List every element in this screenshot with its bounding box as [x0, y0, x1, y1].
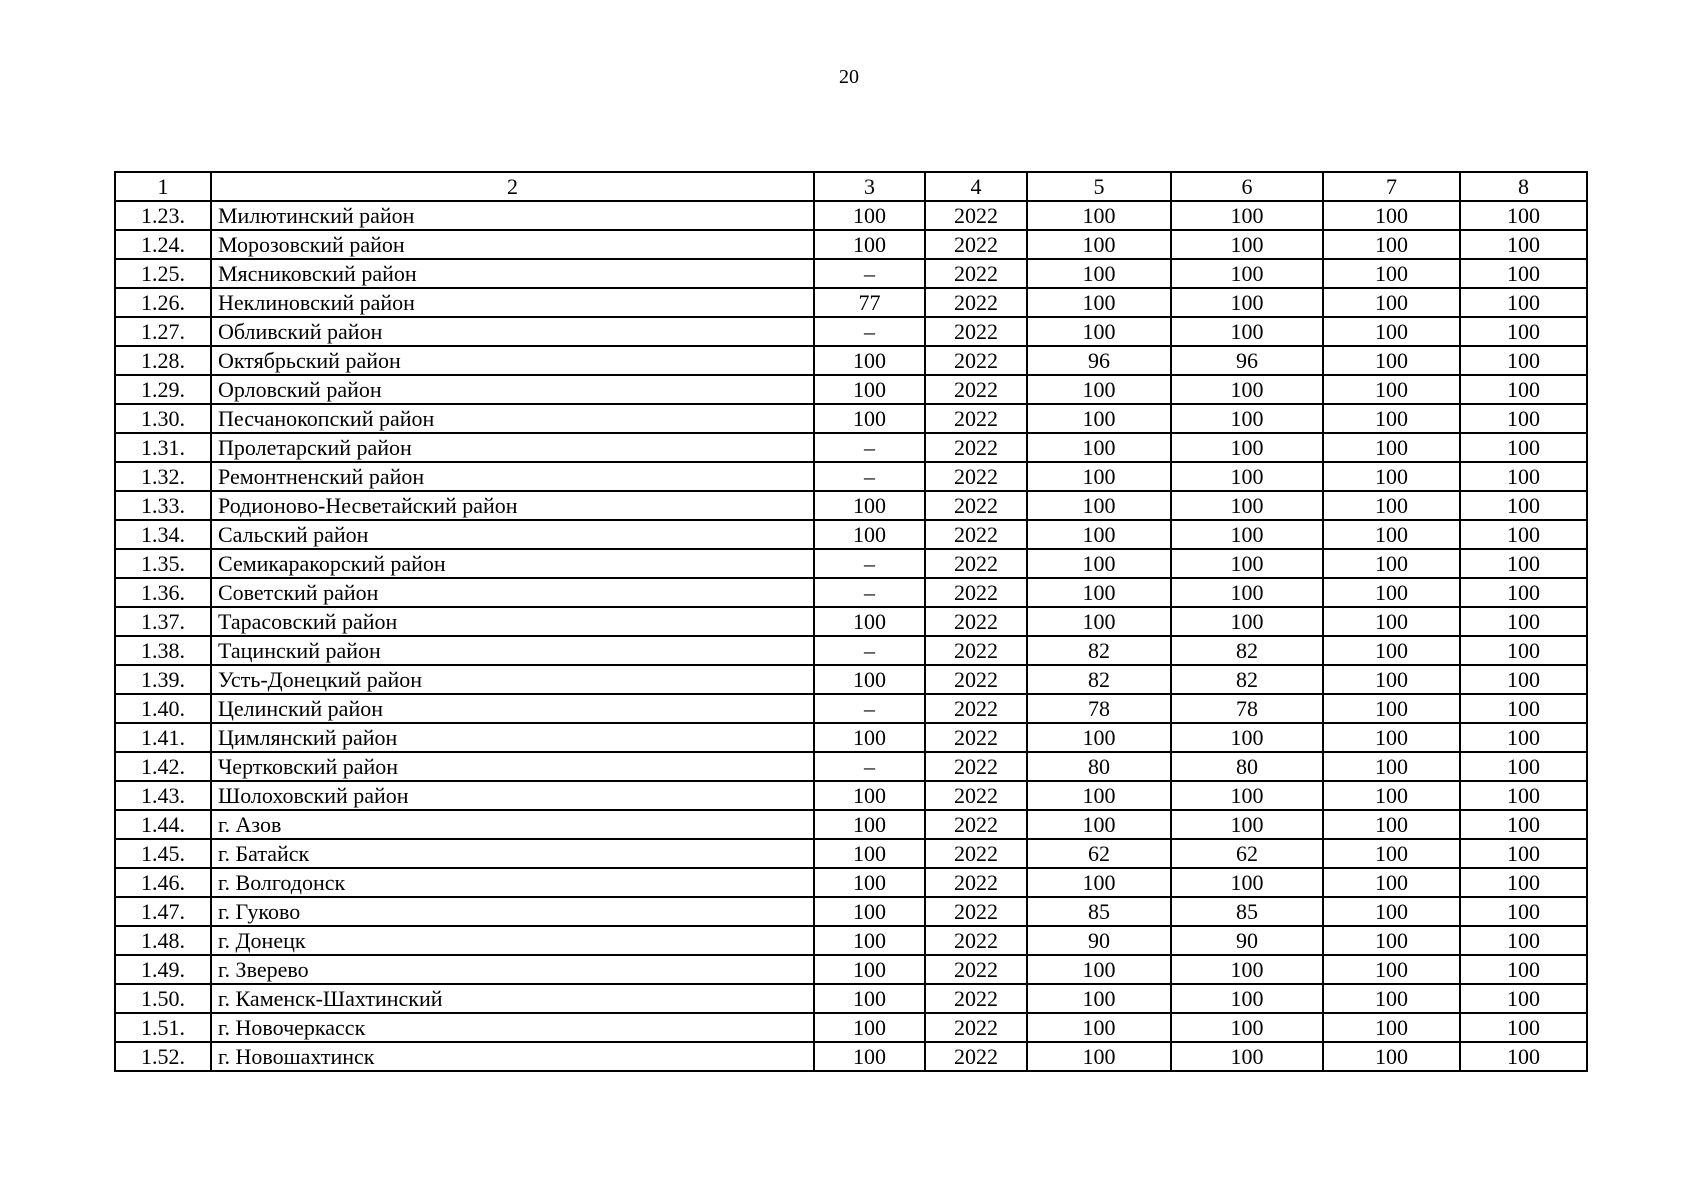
- column-header: 2: [211, 172, 814, 201]
- year-cell: 2022: [925, 694, 1027, 723]
- col3-cell: –: [814, 462, 925, 491]
- col6-cell: 100: [1171, 868, 1323, 897]
- col7-cell: 100: [1323, 1013, 1460, 1042]
- table-row: [115, 288, 1587, 317]
- col6-cell: 100: [1171, 984, 1323, 1013]
- col8-cell: 100: [1460, 433, 1587, 462]
- territory-name-cell: Обливский район: [211, 317, 814, 346]
- row-number-cell: 1.31.: [115, 433, 211, 462]
- territory-name-cell: Морозовский район: [211, 230, 814, 259]
- col7-cell: 100: [1323, 578, 1460, 607]
- col6-cell: 100: [1171, 230, 1323, 259]
- year-cell: 2022: [925, 491, 1027, 520]
- territory-name-cell: Пролетарский район: [211, 433, 814, 462]
- col8-cell: 100: [1460, 491, 1587, 520]
- territory-name-cell: г. Новочеркасск: [211, 1013, 814, 1042]
- col5-cell: 82: [1027, 636, 1171, 665]
- table-row: [115, 781, 1587, 810]
- col6-cell: 100: [1171, 375, 1323, 404]
- col5-cell: 82: [1027, 665, 1171, 694]
- col7-cell: 100: [1323, 665, 1460, 694]
- year-cell: 2022: [925, 317, 1027, 346]
- col6-cell: 85: [1171, 897, 1323, 926]
- table-row: [115, 549, 1587, 578]
- col5-cell: 100: [1027, 259, 1171, 288]
- col7-cell: 100: [1323, 346, 1460, 375]
- row-number-cell: 1.27.: [115, 317, 211, 346]
- col5-cell: 62: [1027, 839, 1171, 868]
- row-number-cell: 1.42.: [115, 752, 211, 781]
- col6-cell: 100: [1171, 317, 1323, 346]
- territory-name-cell: Родионово-Несветайский район: [211, 491, 814, 520]
- col7-cell: 100: [1323, 317, 1460, 346]
- row-number-cell: 1.36.: [115, 578, 211, 607]
- year-cell: 2022: [925, 665, 1027, 694]
- year-cell: 2022: [925, 897, 1027, 926]
- col8-cell: 100: [1460, 317, 1587, 346]
- col7-cell: 100: [1323, 230, 1460, 259]
- table-row: [115, 346, 1587, 375]
- col6-cell: 100: [1171, 1013, 1323, 1042]
- col8-cell: 100: [1460, 926, 1587, 955]
- territory-name-cell: г. Каменск-Шахтинский: [211, 984, 814, 1013]
- col5-cell: 100: [1027, 607, 1171, 636]
- row-number-cell: 1.47.: [115, 897, 211, 926]
- col8-cell: 100: [1460, 694, 1587, 723]
- col8-cell: 100: [1460, 1042, 1587, 1071]
- table-row: [115, 723, 1587, 752]
- territory-name-cell: Семикаракорский район: [211, 549, 814, 578]
- territory-name-cell: Октябрьский район: [211, 346, 814, 375]
- col3-cell: –: [814, 317, 925, 346]
- territory-name-cell: Советский район: [211, 578, 814, 607]
- territory-name-cell: г. Зверево: [211, 955, 814, 984]
- row-number-cell: 1.25.: [115, 259, 211, 288]
- territory-name-cell: г. Волгодонск: [211, 868, 814, 897]
- table-row: [115, 868, 1587, 897]
- row-number-cell: 1.48.: [115, 926, 211, 955]
- column-header: 3: [814, 172, 925, 201]
- col6-cell: 100: [1171, 433, 1323, 462]
- col6-cell: 82: [1171, 636, 1323, 665]
- row-number-cell: 1.29.: [115, 375, 211, 404]
- table-row: [115, 1042, 1587, 1071]
- year-cell: 2022: [925, 723, 1027, 752]
- col6-cell: 100: [1171, 549, 1323, 578]
- col3-cell: 100: [814, 955, 925, 984]
- col5-cell: 100: [1027, 462, 1171, 491]
- col7-cell: 100: [1323, 491, 1460, 520]
- table-row: [115, 578, 1587, 607]
- col5-cell: 100: [1027, 230, 1171, 259]
- col8-cell: 100: [1460, 1013, 1587, 1042]
- col6-cell: 80: [1171, 752, 1323, 781]
- column-header: 8: [1460, 172, 1587, 201]
- col6-cell: 100: [1171, 201, 1323, 230]
- col5-cell: 100: [1027, 955, 1171, 984]
- col5-cell: 85: [1027, 897, 1171, 926]
- col3-cell: –: [814, 259, 925, 288]
- col3-cell: 100: [814, 665, 925, 694]
- col7-cell: 100: [1323, 259, 1460, 288]
- col7-cell: 100: [1323, 781, 1460, 810]
- col5-cell: 90: [1027, 926, 1171, 955]
- col3-cell: 100: [814, 897, 925, 926]
- row-number-cell: 1.39.: [115, 665, 211, 694]
- col7-cell: 100: [1323, 926, 1460, 955]
- col8-cell: 100: [1460, 288, 1587, 317]
- col7-cell: 100: [1323, 288, 1460, 317]
- table-row: [115, 752, 1587, 781]
- table-row: [115, 694, 1587, 723]
- col5-cell: 100: [1027, 810, 1171, 839]
- year-cell: 2022: [925, 1042, 1027, 1071]
- col8-cell: 100: [1460, 723, 1587, 752]
- col5-cell: 100: [1027, 549, 1171, 578]
- col5-cell: 100: [1027, 375, 1171, 404]
- col6-cell: 100: [1171, 288, 1323, 317]
- territory-name-cell: Неклиновский район: [211, 288, 814, 317]
- col5-cell: 100: [1027, 578, 1171, 607]
- col7-cell: 100: [1323, 520, 1460, 549]
- row-number-cell: 1.52.: [115, 1042, 211, 1071]
- col8-cell: 100: [1460, 984, 1587, 1013]
- col6-cell: 100: [1171, 955, 1323, 984]
- col5-cell: 100: [1027, 868, 1171, 897]
- table-row: [115, 404, 1587, 433]
- col7-cell: 100: [1323, 433, 1460, 462]
- year-cell: 2022: [925, 607, 1027, 636]
- row-number-cell: 1.28.: [115, 346, 211, 375]
- col6-cell: 100: [1171, 781, 1323, 810]
- col6-cell: 100: [1171, 1042, 1323, 1071]
- col8-cell: 100: [1460, 462, 1587, 491]
- col5-cell: 100: [1027, 984, 1171, 1013]
- territory-name-cell: г. Донецк: [211, 926, 814, 955]
- territory-name-cell: Ремонтненский район: [211, 462, 814, 491]
- col8-cell: 100: [1460, 839, 1587, 868]
- year-cell: 2022: [925, 1013, 1027, 1042]
- col7-cell: 100: [1323, 897, 1460, 926]
- col7-cell: 100: [1323, 955, 1460, 984]
- col3-cell: 100: [814, 404, 925, 433]
- row-number-cell: 1.45.: [115, 839, 211, 868]
- col3-cell: –: [814, 636, 925, 665]
- col3-cell: –: [814, 694, 925, 723]
- table-row: [115, 259, 1587, 288]
- col7-cell: 100: [1323, 1042, 1460, 1071]
- row-number-cell: 1.23.: [115, 201, 211, 230]
- col8-cell: 100: [1460, 201, 1587, 230]
- territory-name-cell: Мясниковский район: [211, 259, 814, 288]
- territory-name-cell: Цимлянский район: [211, 723, 814, 752]
- col3-cell: 100: [814, 926, 925, 955]
- col6-cell: 100: [1171, 491, 1323, 520]
- territory-name-cell: Чертковский район: [211, 752, 814, 781]
- col8-cell: 100: [1460, 259, 1587, 288]
- col3-cell: –: [814, 433, 925, 462]
- year-cell: 2022: [925, 375, 1027, 404]
- col3-cell: 100: [814, 201, 925, 230]
- territory-name-cell: Милютинский район: [211, 201, 814, 230]
- col7-cell: 100: [1323, 201, 1460, 230]
- year-cell: 2022: [925, 636, 1027, 665]
- territory-name-cell: Орловский район: [211, 375, 814, 404]
- year-cell: 2022: [925, 926, 1027, 955]
- table-row: [115, 955, 1587, 984]
- col7-cell: 100: [1323, 752, 1460, 781]
- territory-name-cell: Шолоховский район: [211, 781, 814, 810]
- year-cell: 2022: [925, 839, 1027, 868]
- row-number-cell: 1.24.: [115, 230, 211, 259]
- territory-name-cell: г. Новошахтинск: [211, 1042, 814, 1071]
- col6-cell: 100: [1171, 462, 1323, 491]
- col8-cell: 100: [1460, 955, 1587, 984]
- table-row: [115, 984, 1587, 1013]
- data-table: [114, 171, 1588, 1072]
- row-number-cell: 1.41.: [115, 723, 211, 752]
- col6-cell: 96: [1171, 346, 1323, 375]
- col7-cell: 100: [1323, 607, 1460, 636]
- col6-cell: 62: [1171, 839, 1323, 868]
- row-number-cell: 1.33.: [115, 491, 211, 520]
- year-cell: 2022: [925, 781, 1027, 810]
- col6-cell: 100: [1171, 578, 1323, 607]
- row-number-cell: 1.30.: [115, 404, 211, 433]
- column-header: 1: [115, 172, 211, 201]
- col8-cell: 100: [1460, 375, 1587, 404]
- col3-cell: 100: [814, 868, 925, 897]
- row-number-cell: 1.34.: [115, 520, 211, 549]
- col5-cell: 96: [1027, 346, 1171, 375]
- col3-cell: 100: [814, 839, 925, 868]
- col5-cell: 100: [1027, 781, 1171, 810]
- territory-name-cell: Сальский район: [211, 520, 814, 549]
- col5-cell: 100: [1027, 433, 1171, 462]
- year-cell: 2022: [925, 810, 1027, 839]
- col3-cell: –: [814, 752, 925, 781]
- row-number-cell: 1.40.: [115, 694, 211, 723]
- col3-cell: –: [814, 578, 925, 607]
- row-number-cell: 1.37.: [115, 607, 211, 636]
- col8-cell: 100: [1460, 781, 1587, 810]
- col8-cell: 100: [1460, 230, 1587, 259]
- col6-cell: 100: [1171, 607, 1323, 636]
- year-cell: 2022: [925, 520, 1027, 549]
- table-row: [115, 839, 1587, 868]
- col3-cell: 100: [814, 607, 925, 636]
- col3-cell: 100: [814, 375, 925, 404]
- col8-cell: 100: [1460, 549, 1587, 578]
- row-number-cell: 1.51.: [115, 1013, 211, 1042]
- territory-name-cell: Песчанокопский район: [211, 404, 814, 433]
- col5-cell: 100: [1027, 1042, 1171, 1071]
- col5-cell: 100: [1027, 520, 1171, 549]
- col7-cell: 100: [1323, 462, 1460, 491]
- table-row: [115, 607, 1587, 636]
- year-cell: 2022: [925, 549, 1027, 578]
- column-header: 4: [925, 172, 1027, 201]
- col5-cell: 78: [1027, 694, 1171, 723]
- row-number-cell: 1.38.: [115, 636, 211, 665]
- col3-cell: 100: [814, 491, 925, 520]
- table-row: [115, 897, 1587, 926]
- year-cell: 2022: [925, 288, 1027, 317]
- territory-name-cell: Тацинский район: [211, 636, 814, 665]
- territory-name-cell: г. Батайск: [211, 839, 814, 868]
- col5-cell: 100: [1027, 404, 1171, 433]
- table-body: [115, 201, 1587, 1071]
- year-cell: 2022: [925, 230, 1027, 259]
- col8-cell: 100: [1460, 578, 1587, 607]
- table-row: [115, 375, 1587, 404]
- year-cell: 2022: [925, 955, 1027, 984]
- col7-cell: 100: [1323, 375, 1460, 404]
- year-cell: 2022: [925, 462, 1027, 491]
- col5-cell: 80: [1027, 752, 1171, 781]
- col3-cell: 100: [814, 1042, 925, 1071]
- col5-cell: 100: [1027, 491, 1171, 520]
- table-row: [115, 462, 1587, 491]
- col7-cell: 100: [1323, 549, 1460, 578]
- col3-cell: 100: [814, 984, 925, 1013]
- table-row: [115, 636, 1587, 665]
- col7-cell: 100: [1323, 404, 1460, 433]
- year-cell: 2022: [925, 868, 1027, 897]
- col7-cell: 100: [1323, 868, 1460, 897]
- row-number-cell: 1.32.: [115, 462, 211, 491]
- col3-cell: 100: [814, 520, 925, 549]
- col3-cell: –: [814, 549, 925, 578]
- col5-cell: 100: [1027, 1013, 1171, 1042]
- col6-cell: 100: [1171, 810, 1323, 839]
- col5-cell: 100: [1027, 723, 1171, 752]
- col8-cell: 100: [1460, 665, 1587, 694]
- year-cell: 2022: [925, 201, 1027, 230]
- col6-cell: 82: [1171, 665, 1323, 694]
- col3-cell: 100: [814, 810, 925, 839]
- table-row: [115, 926, 1587, 955]
- column-header: 6: [1171, 172, 1323, 201]
- page-number: 20: [839, 66, 859, 88]
- col7-cell: 100: [1323, 839, 1460, 868]
- col8-cell: 100: [1460, 404, 1587, 433]
- territory-name-cell: Целинский район: [211, 694, 814, 723]
- year-cell: 2022: [925, 752, 1027, 781]
- year-cell: 2022: [925, 433, 1027, 462]
- table-row: [115, 665, 1587, 694]
- col3-cell: 100: [814, 1013, 925, 1042]
- col5-cell: 100: [1027, 317, 1171, 346]
- col7-cell: 100: [1323, 636, 1460, 665]
- col8-cell: 100: [1460, 897, 1587, 926]
- col8-cell: 100: [1460, 607, 1587, 636]
- row-number-cell: 1.26.: [115, 288, 211, 317]
- year-cell: 2022: [925, 578, 1027, 607]
- year-cell: 2022: [925, 404, 1027, 433]
- col3-cell: 100: [814, 230, 925, 259]
- col6-cell: 78: [1171, 694, 1323, 723]
- col3-cell: 100: [814, 781, 925, 810]
- col8-cell: 100: [1460, 810, 1587, 839]
- col6-cell: 100: [1171, 520, 1323, 549]
- col5-cell: 100: [1027, 201, 1171, 230]
- row-number-cell: 1.44.: [115, 810, 211, 839]
- year-cell: 2022: [925, 259, 1027, 288]
- territory-name-cell: г. Азов: [211, 810, 814, 839]
- col6-cell: 100: [1171, 259, 1323, 288]
- col3-cell: 100: [814, 723, 925, 752]
- column-header: 5: [1027, 172, 1171, 201]
- col7-cell: 100: [1323, 723, 1460, 752]
- row-number-cell: 1.43.: [115, 781, 211, 810]
- col6-cell: 100: [1171, 723, 1323, 752]
- row-number-cell: 1.50.: [115, 984, 211, 1013]
- col8-cell: 100: [1460, 346, 1587, 375]
- col8-cell: 100: [1460, 520, 1587, 549]
- table-row: [115, 491, 1587, 520]
- col8-cell: 100: [1460, 868, 1587, 897]
- table-row: [115, 317, 1587, 346]
- row-number-cell: 1.35.: [115, 549, 211, 578]
- territory-name-cell: г. Гуково: [211, 897, 814, 926]
- col8-cell: 100: [1460, 752, 1587, 781]
- column-header: 7: [1323, 172, 1460, 201]
- col5-cell: 100: [1027, 288, 1171, 317]
- year-cell: 2022: [925, 346, 1027, 375]
- col7-cell: 100: [1323, 984, 1460, 1013]
- table-row: [115, 201, 1587, 230]
- table-row: [115, 1013, 1587, 1042]
- col7-cell: 100: [1323, 810, 1460, 839]
- col3-cell: 77: [814, 288, 925, 317]
- col6-cell: 100: [1171, 404, 1323, 433]
- table-row: [115, 433, 1587, 462]
- table-row: [115, 810, 1587, 839]
- col6-cell: 90: [1171, 926, 1323, 955]
- row-number-cell: 1.46.: [115, 868, 211, 897]
- col3-cell: 100: [814, 346, 925, 375]
- territory-name-cell: Усть-Донецкий район: [211, 665, 814, 694]
- table-row: [115, 520, 1587, 549]
- col8-cell: 100: [1460, 636, 1587, 665]
- territory-name-cell: Тарасовский район: [211, 607, 814, 636]
- col7-cell: 100: [1323, 694, 1460, 723]
- row-number-cell: 1.49.: [115, 955, 211, 984]
- year-cell: 2022: [925, 984, 1027, 1013]
- table-row: [115, 230, 1587, 259]
- table-header-row: [115, 172, 1587, 201]
